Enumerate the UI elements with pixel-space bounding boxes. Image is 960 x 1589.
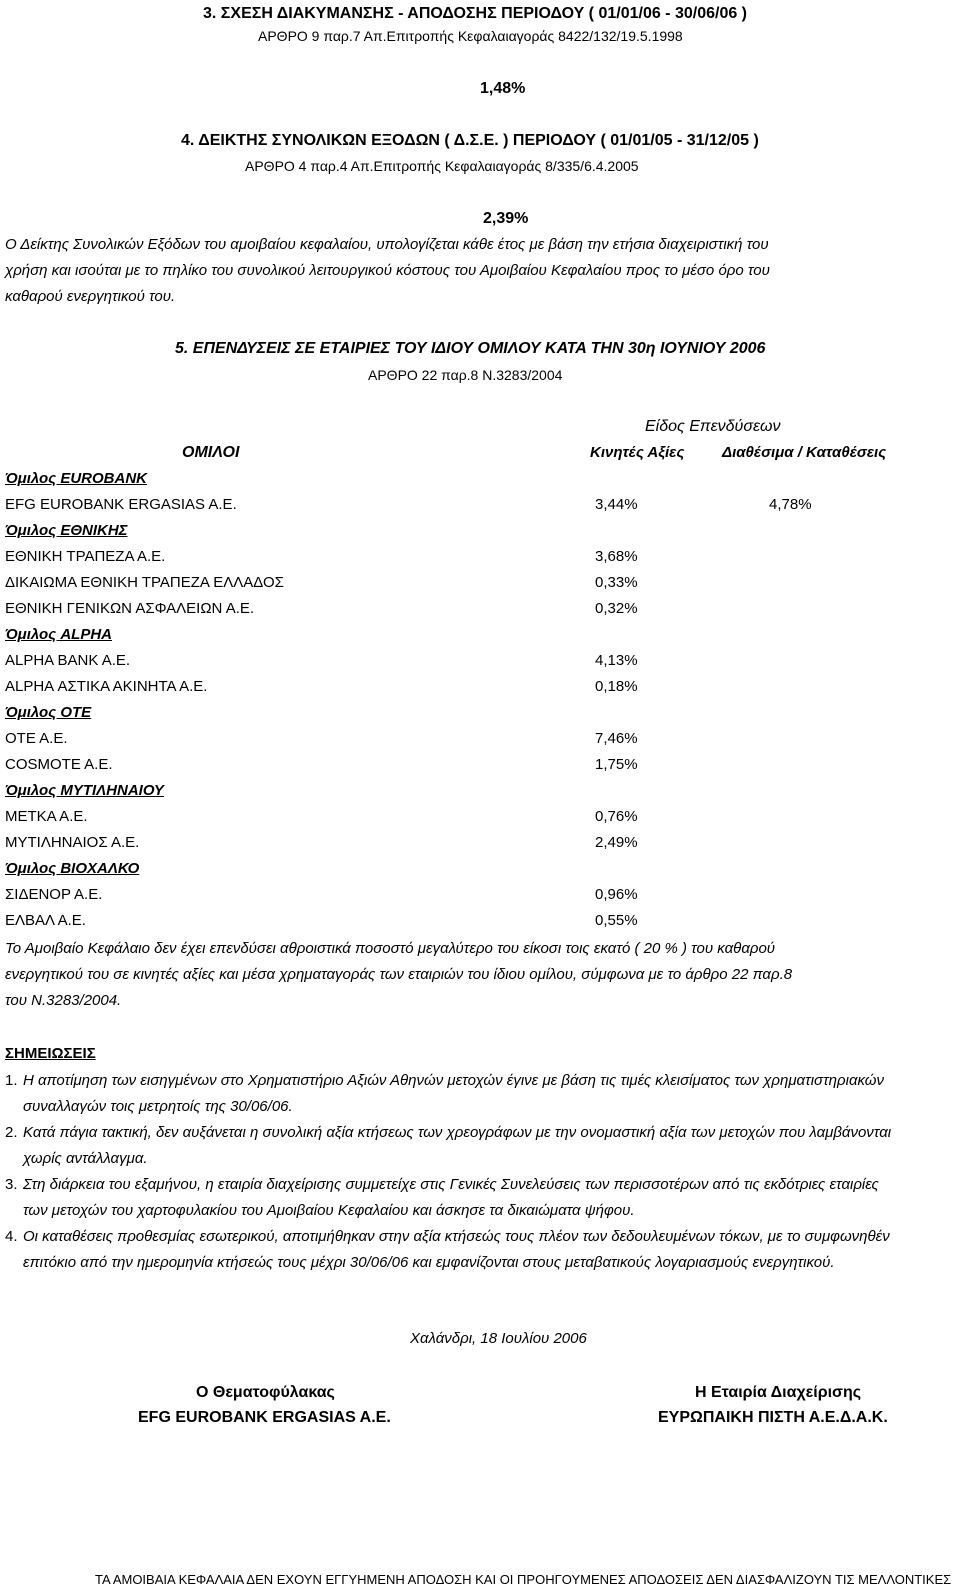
holding-row [5, 548, 905, 566]
note-item [5, 1224, 905, 1276]
groups-header: ΟΜΙΛΟΙ [182, 444, 240, 461]
company-name: ΟΤΕ Α.Ε. [5, 730, 68, 747]
note-text: Οι καταθέσεις προθεσμίας εσωτερικού, αποτιμήθηκαν στην αξία κτήσεώς τους πλέον των δεδουλευμένων τόκων, με το συμφωνηθέν επιτόκιο από την ημερομηνία κτήσεώς τους μέχρι 30/06/06 και εμφανίζονται στους μεταβατικούς λογαριασμούς ενεργητικού. [23, 1228, 890, 1271]
holding-row [5, 678, 905, 696]
note-item [5, 1068, 905, 1120]
group-name: Όμιλος ΕΘΝΙΚΗΣ [5, 522, 128, 539]
col-deposits-header: Διαθέσιμα / Καταθέσεις [722, 444, 887, 461]
holding-row [5, 574, 905, 592]
note-text: Η αποτίμηση των εισηγμένων στο Χρηματιστήριο Αξιών Αθηνών μετοχών έγινε με βάση τις τιμές κλεισίματος των χρηματιστηριακών συναλλαγών τοις μετρητοίς της 30/06/06. [23, 1072, 884, 1115]
section5-article: ΑΡΘΡΟ 22 παρ.8 Ν.3283/2004 [368, 367, 563, 383]
notes-title: ΣΗΜΕΙΩΣΕΙΣ [5, 1045, 96, 1062]
note-item [5, 1172, 905, 1224]
custodian-role: Ο Θεματοφύλακας [196, 1384, 335, 1401]
note-text: Κατά πάγια τακτική, δεν αυξάνεται η συνολική αξία κτήσεως των χρεογράφων με την ονομαστική αξία των μετοχών που λαμβάνονται χωρίς αντάλλαγμα. [23, 1124, 892, 1167]
group-name: Όμιλος ΜΥΤΙΛΗΝΑΙΟΥ [5, 782, 164, 799]
group-name: Όμιλος ΒΙΟΧΑΛΚΟ [5, 860, 140, 877]
note-item [5, 1120, 905, 1172]
securities-value: 0,96% [595, 886, 638, 903]
holding-row [5, 496, 905, 514]
securities-value: 0,18% [595, 678, 638, 695]
custodian-name: EFG EUROBANK ERGASIAS A.E. [138, 1409, 391, 1426]
securities-value: 3,44% [595, 496, 638, 513]
securities-value: 4,13% [595, 652, 638, 669]
group-name: Όμιλος ΟΤΕ [5, 704, 92, 721]
securities-value: 0,33% [595, 574, 638, 591]
holding-row [5, 912, 905, 930]
deposits-value: 4,78% [769, 496, 812, 513]
securities-value: 1,75% [595, 756, 638, 773]
company-name: ΕΛΒΑΛ Α.Ε. [5, 912, 86, 929]
closing-text: Το Αμοιβαίο Κεφάλαιο δεν έχει επενδύσει αθροιστικά ποσοστό μεγαλύτερο του είκοσι τοις εκατό ( 20 % ) του καθαρού ενεργητικού του σε κινητές αξίες και μέσα χρηματαγοράς των εταιριών του ίδιου ομίλου, σύμφωνα με το άρθρο 22 παρ.8 του Ν.3283/2004. [5, 940, 793, 1009]
management-company-name: ΕΥΡΩΠΑΙΚΗ ΠΙΣΤΗ Α.Ε.Δ.Α.Κ. [658, 1409, 888, 1426]
company-name: ΣΙΔΕΝΟΡ Α.Ε. [5, 886, 103, 903]
place-date: Χαλάνδρι, 18 Ιουλίου 2006 [410, 1330, 587, 1347]
company-name: EFG EUROBANK ERGASIAS A.E. [5, 496, 237, 513]
securities-value: 0,55% [595, 912, 638, 929]
section3-value: 1,48% [480, 80, 526, 97]
note-number: 2. [5, 1124, 18, 1141]
holding-row [5, 834, 905, 852]
company-name: ΜΕΤΚΑ Α.Ε. [5, 808, 88, 825]
securities-value: 0,32% [595, 600, 638, 617]
note-number: 1. [5, 1072, 18, 1089]
company-name: ΔΙΚΑΙΩΜΑ ΕΘΝΙΚΗ ΤΡΑΠΕΖΑ ΕΛΛΑΔΟΣ [5, 574, 284, 591]
holding-row [5, 886, 905, 904]
group-name: Όμιλος EUROBANK [5, 470, 147, 487]
securities-value: 2,49% [595, 834, 638, 851]
holding-row [5, 756, 905, 774]
company-name: ΕΘΝΙΚΗ ΓΕΝΙΚΩΝ ΑΣΦΑΛΕΙΩΝ Α.Ε. [5, 600, 255, 617]
group-name: Όμιλος ALPHA [5, 626, 112, 643]
section4-value: 2,39% [483, 210, 529, 227]
company-name: ALPHA BANK A.E. [5, 652, 131, 669]
holding-row [5, 808, 905, 826]
note-text: Στη διάρκεια του εξαμήνου, η εταιρία διαχείρισης συμμετείχε στις Γενικές Συνελεύσεις των περισσοτέρων από τις εκδότριες εταιρίες των μετοχών του χαρτοφυλακίου του Αμοιβαίου Κεφαλαίου και άσκησε τα δικαιώματα ψήφου. [23, 1176, 879, 1219]
holding-row [5, 600, 905, 618]
company-name: ΕΘΝΙΚΗ ΤΡΑΠΕΖΑ Α.Ε. [5, 548, 166, 565]
col-securities-header: Κινητές Αξίες [590, 444, 685, 461]
note-number: 3. [5, 1176, 18, 1193]
section4-article: ΑΡΘΡΟ 4 παρ.4 Απ.Επιτροπής Κεφαλαιαγοράς 8/335/6.4.2005 [245, 158, 639, 174]
company-name: ALPHA ΑΣΤΙΚΑ ΑΚΙΝΗΤΑ Α.Ε. [5, 678, 208, 695]
company-name: COSMOTE A.E. [5, 756, 113, 773]
securities-value: 7,46% [595, 730, 638, 747]
securities-value: 3,68% [595, 548, 638, 565]
holding-row [5, 652, 905, 670]
section4-description: Ο Δείκτης Συνολικών Εξόδων του αμοιβαίου κεφαλαίου, υπολογίζεται κάθε έτος με βάση την ετήσια διαχειριστική του χρήση και ισούται με το πηλίκο του συνολικού λειτουργικού κόστους του Αμοιβαίου Κεφαλαίου προς το μέσο όρο του καθαρού ενεργητικού του. [5, 236, 770, 305]
company-name: ΜΥΤΙΛΗΝΑΙΟΣ Α.Ε. [5, 834, 140, 851]
management-company-role: Η Εταιρία Διαχείρισης [695, 1384, 862, 1401]
securities-value: 0,76% [595, 808, 638, 825]
holding-row [5, 730, 905, 748]
section5-title: 5. ΕΠΕΝΔΥΣΕΙΣ ΣΕ ΕΤΑΙΡΙΕΣ ΤΟΥ ΙΔΙΟΥ ΟΜΙΛΟΥ ΚΑΤΑ ΤΗΝ 30η ΙΟΥΝΙΟΥ 2006 [175, 340, 766, 357]
section3-article: ΑΡΘΡΟ 9 παρ.7 Απ.Επιτροπής Κεφαλαιαγοράς 8422/132/19.5.1998 [258, 28, 683, 44]
section4-title: 4. ΔΕΙΚΤΗΣ ΣΥΝΟΛΙΚΩΝ ΕΞΟΔΩΝ ( Δ.Σ.Ε. ) ΠΕΡΙΟΔΟΥ ( 01/01/05 - 31/12/05 ) [181, 132, 759, 149]
footer-disclaimer: ΤΑ ΑΜΟΙΒΑΙΑ ΚΕΦΑΛΑΙΑ ΔΕΝ ΕΧΟΥΝ ΕΓΓΥΗΜΕΝΗ ΑΠΟΔΟΣΗ ΚΑΙ ΟΙ ΠΡΟΗΓΟΥΜΕΝΕΣ ΑΠΟΔΟΣΕΙΣ ΔΕΝ ΔΙΑΣΦΑΛΙΖΟΥΝ ΤΙΣ ΜΕΛΛΟΝΤΙΚΕΣ [95, 1572, 952, 1587]
section3-title: 3. ΣΧΕΣΗ ΔΙΑΚΥΜΑΝΣΗΣ - ΑΠΟΔΟΣΗΣ ΠΕΡΙΟΔΟΥ ( 01/01/06 - 30/06/06 ) [203, 5, 748, 22]
investment-type-header: Είδος Επενδύσεων [645, 418, 781, 435]
note-number: 4. [5, 1228, 18, 1245]
